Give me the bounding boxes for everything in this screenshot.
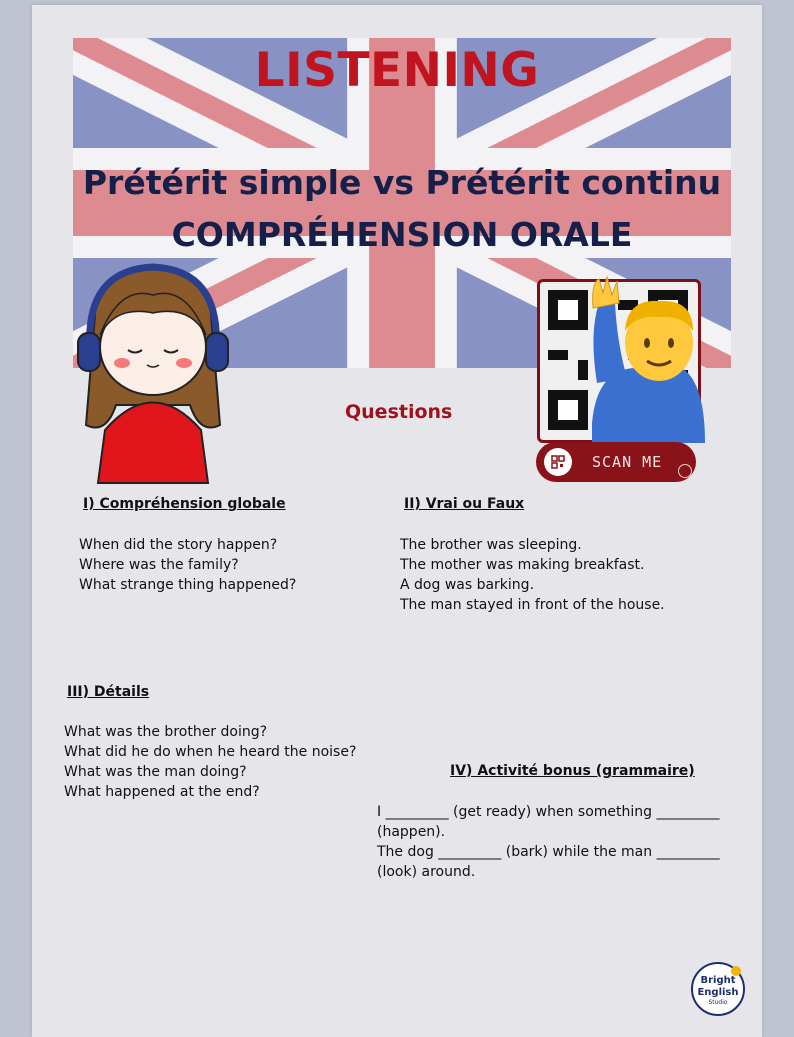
list-item: The dog _________ (bark) while the man _________ (look) around.	[377, 844, 720, 880]
svg-text:Studio: Studio	[708, 999, 728, 1006]
globe-icon	[678, 464, 692, 478]
list-item: What did he do when he heard the noise?	[64, 744, 357, 760]
list-item: The man stayed in front of the house.	[400, 597, 665, 613]
page-title: LISTENING	[254, 43, 540, 98]
section-true-false-list	[400, 535, 665, 615]
list-item: When did the story happen?	[79, 537, 278, 553]
section-title-bonus: IV) Activité bonus (grammaire)	[450, 763, 695, 779]
list-item: I _________ (get ready) when something _________ (happen).	[377, 804, 720, 840]
scan-icon	[544, 448, 572, 476]
questions-heading: Questions	[345, 401, 453, 423]
list-item: The mother was making breakfast.	[400, 557, 645, 573]
list-item: A dog was barking.	[400, 577, 535, 593]
section-bonus-list	[377, 802, 722, 882]
scan-me-button[interactable]	[536, 442, 696, 482]
svg-text:English: English	[697, 987, 739, 998]
bright-english-studio-logo	[690, 955, 746, 1017]
section-details-list	[64, 722, 356, 802]
list-item: The brother was sleeping.	[400, 537, 582, 553]
worksheet-page	[32, 5, 762, 1037]
list-item: What happened at the end?	[64, 784, 260, 800]
section-global-list	[79, 535, 296, 595]
list-item: What was the man doing?	[64, 764, 247, 780]
page-subtitle-2: COMPRÉHENSION ORALE	[171, 215, 633, 254]
raising-hand-man-icon	[587, 273, 707, 443]
girl-headphones-illustration	[60, 255, 246, 485]
scan-me-label: SCAN ME	[592, 453, 663, 471]
section-title-details: III) Détails	[67, 684, 150, 700]
list-item: What was the brother doing?	[64, 724, 268, 740]
page-subtitle: Prétérit simple vs Prétérit continu	[82, 163, 722, 202]
section-title-global: I) Compréhension globale	[83, 496, 286, 512]
section-title-true-false: II) Vrai ou Faux	[404, 496, 525, 512]
svg-text:Bright: Bright	[700, 975, 736, 986]
list-item: What strange thing happened?	[79, 577, 297, 593]
list-item: Where was the family?	[79, 557, 239, 573]
